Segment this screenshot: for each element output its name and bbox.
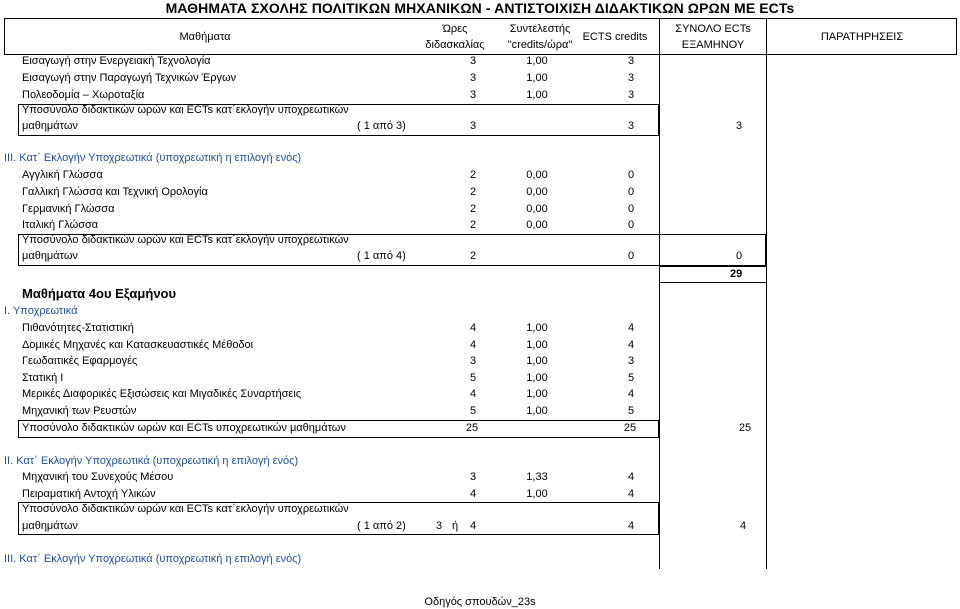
list-item-ects: 0: [627, 186, 635, 198]
list-item: Μηχανική των Ρευστών: [22, 405, 137, 417]
list-item-hours: 3: [469, 355, 477, 367]
list-item-hours: 2: [469, 169, 477, 181]
list-item-factor: 1,00: [526, 339, 548, 351]
subtotal-total: 25: [738, 422, 752, 434]
list-item-hours: 5: [469, 405, 477, 417]
header-total-line2: ΕΞΑΜΗΝΟΥ: [681, 39, 745, 51]
list-item-ects: 3: [627, 55, 635, 67]
subtotal-total: 3: [735, 120, 743, 132]
list-item-factor: 1,00: [526, 72, 548, 84]
subtotal-label: Υποσύνολο διδακτικών ωρών και ECTs υποχρεωτικών μαθημάτων: [22, 422, 346, 434]
list-item-hours: 4: [469, 488, 477, 500]
header-notes: ΠΑΡΑΤΗΡΗΣΕΙΣ: [820, 31, 904, 43]
list-item-ects: 4: [627, 471, 635, 483]
list-item-ects: 4: [627, 339, 635, 351]
list-item-hours: 4: [469, 388, 477, 400]
subtotal-hours-a: 3: [435, 520, 443, 532]
list-item-ects: 4: [627, 388, 635, 400]
semester-heading: Μαθήματα 4ου Εξαμήνου: [22, 286, 177, 301]
subtotal-total: 0: [735, 250, 743, 262]
list-item: Μερικές Διαφορικές Εξισώσεις και Μιγαδικές Συναρτήσεις: [22, 388, 302, 400]
list-item: Ιταλική Γλώσσα: [22, 219, 99, 231]
subtotal-label-cont: μαθημάτων: [22, 120, 78, 132]
list-item-hours: 3: [469, 72, 477, 84]
section-heading: Ι. Υποχρεωτικά: [4, 305, 78, 317]
subtotal-hours: 3: [469, 120, 477, 132]
list-item-hours: 2: [469, 203, 477, 215]
list-item-ects: 5: [627, 372, 635, 384]
section-heading: ΙΙΙ. Κατ΄ Εκλογήν Υποχρεωτικά (υποχρεωτική η επιλογή ενός): [4, 152, 302, 164]
subtotal-hours: 2: [469, 250, 477, 262]
subtotal-ects: 4: [627, 520, 635, 532]
header-hours-line2: διδασκαλίας: [425, 39, 485, 51]
section-heading: ΙΙ. Κατ΄ Εκλογήν Υποχρεωτικά (υποχρεωτική η επιλογή ενός): [4, 455, 299, 467]
list-item-ects: 4: [627, 322, 635, 334]
column-line-total-notes-bottom: [766, 283, 767, 569]
list-item-ects: 3: [627, 72, 635, 84]
column-line-ects-total: [659, 55, 660, 569]
list-item-ects: 3: [627, 89, 635, 101]
subtotal-choice: ( 1 από 4): [357, 250, 406, 262]
column-line-total-notes-top: [766, 55, 767, 266]
subtotal-or: ή: [451, 520, 459, 532]
list-item-factor: 0,00: [526, 219, 548, 231]
header-total-line1: ΣΥΝΟΛΟ ECTs: [675, 23, 751, 35]
semester-total-box: [659, 266, 767, 283]
list-item: Στατική Ι: [22, 372, 64, 384]
page-footer: Οδηγός σπουδών_23s: [424, 596, 536, 608]
header-hours-line1: Ώρες: [442, 23, 468, 35]
subtotal-label-cont: μαθημάτων: [22, 520, 78, 532]
list-item-hours: 2: [469, 219, 477, 231]
list-item-ects: 0: [627, 203, 635, 215]
list-item: Πιθανότητες-Στατιστική: [22, 322, 134, 334]
list-item-hours: 3: [469, 89, 477, 101]
list-item: Γεωδαιτικές Εφαρμογές: [22, 355, 138, 367]
list-item-factor: 0,00: [526, 186, 548, 198]
subtotal-choice: ( 1 από 3): [357, 120, 406, 132]
list-item: Πολεοδομία – Χωροταξία: [22, 89, 145, 101]
list-item-ects: 3: [627, 355, 635, 367]
list-item-hours: 4: [469, 322, 477, 334]
list-item-ects: 0: [627, 219, 635, 231]
section-heading: ΙΙΙ. Κατ΄ Εκλογήν Υποχρεωτικά (υποχρεωτική η επιλογή ενός): [4, 553, 302, 565]
subtotal-label: Υποσύνολο διδακτικών ωρών και ECTs κατ΄εκλογήν υποχρεωτικών: [22, 503, 349, 515]
list-item: Γερμανική Γλώσσα: [22, 203, 115, 215]
list-item: Δομικές Μηχανές και Κατασκευαστικές Μέθοδοι: [22, 339, 254, 351]
list-item-ects: 0: [627, 169, 635, 181]
semester-total: 29: [730, 268, 743, 280]
list-item-ects: 5: [627, 405, 635, 417]
subtotal-hours: 25: [465, 422, 479, 434]
header-factor-line1: Συντελεστής: [509, 23, 571, 35]
list-item-factor: 1,00: [526, 322, 548, 334]
list-item-factor: 1,00: [526, 372, 548, 384]
subtotal-label: Υποσύνολο διδακτικών ωρών και ECTs κατ΄εκλογήν υποχρεωτικών: [22, 234, 349, 246]
list-item-hours: 3: [469, 55, 477, 67]
list-item-factor: 1,00: [526, 405, 548, 417]
list-item-factor: 1,00: [526, 488, 548, 500]
subtotal-ects: 0: [627, 250, 635, 262]
list-item-factor: 0,00: [526, 169, 548, 181]
subtotal-ects: 3: [627, 120, 635, 132]
header-factor-line2: "credits/ώρα": [507, 39, 573, 51]
list-item: Αγγλική Γλώσσα: [22, 169, 103, 181]
list-item-factor: 0,00: [526, 203, 548, 215]
list-item-hours: 4: [469, 339, 477, 351]
list-item-factor: 1,00: [526, 355, 548, 367]
list-item-hours: 3: [469, 471, 477, 483]
subtotal-label-cont: μαθημάτων: [22, 250, 78, 262]
list-item-factor: 1,00: [526, 89, 548, 101]
subtotal-label: Υποσύνολο διδακτικών ωρών και ECTs κατ΄εκλογήν υποχρεωτικών: [22, 104, 349, 116]
subtotal-total: 4: [739, 520, 747, 532]
list-item: Πειραματική Αντοχή Υλικών: [22, 488, 156, 500]
list-item: Εισαγωγή στην Ενεργειακή Τεχνολογία: [22, 55, 211, 67]
header-ects: ECTS credits: [582, 31, 648, 43]
list-item-factor: 1,33: [526, 471, 548, 483]
page-title: ΜΑΘΗΜΑΤΑ ΣΧΟΛΗΣ ΠΟΛΙΤΙΚΩΝ ΜΗΧΑΝΙΚΩΝ - ΑΝΤΙΣΤΟΙΧΙΣΗ ΔΙΔΑΚΤΙΚΩΝ ΩΡΩΝ ΜΕ ECTs: [165, 0, 795, 16]
list-item-hours: 5: [469, 372, 477, 384]
list-item-ects: 4: [627, 488, 635, 500]
list-item-hours: 2: [469, 186, 477, 198]
subtotal-hours-b: 4: [469, 520, 477, 532]
list-item: Εισαγωγή στην Παραγωγή Τεχνικών Έργων: [22, 72, 237, 84]
list-item-factor: 1,00: [526, 388, 548, 400]
list-item: Γαλλική Γλώσσα και Τεχνική Ορολογία: [22, 186, 208, 198]
subtotal-choice: ( 1 από 2): [357, 520, 406, 532]
list-item: Μηχανική του Συνεχούς Μέσου: [22, 471, 174, 483]
header-courses: Μαθήματα: [179, 31, 231, 43]
list-item-factor: 1,00: [526, 55, 548, 67]
subtotal-ects: 25: [623, 422, 637, 434]
